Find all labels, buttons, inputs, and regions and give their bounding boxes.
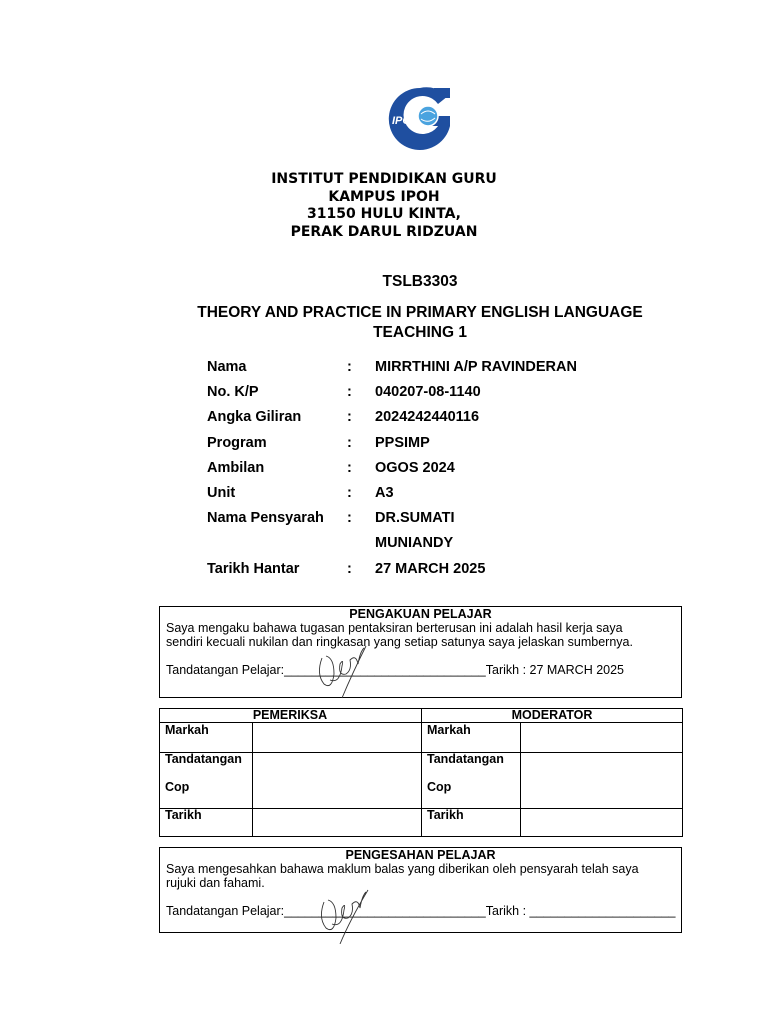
pemeriksa-tandatangan-label: Tandatangan [165, 752, 242, 766]
info-colon: : [347, 484, 352, 501]
info-row-angka-giliran [207, 407, 627, 432]
pengakuan-text-line: Saya mengaku bahawa tugasan pentaksiran berterusan ini adalah hasil kerja saya [166, 621, 623, 635]
marking-table [159, 708, 683, 837]
course-title-line: THEORY AND PRACTICE IN PRIMARY ENGLISH LANGUAGE [197, 304, 643, 321]
pengesahan-title: PENGESAHAN PELAJAR [345, 848, 496, 862]
institution-block [0, 171, 768, 241]
moderator-cop-label: Cop [427, 780, 452, 794]
info-colon: : [347, 359, 352, 375]
info-value: 040207-08-1140 [375, 384, 481, 401]
info-row-tarikh-hantar [207, 559, 627, 584]
info-label: Nama Pensyarah [207, 510, 324, 527]
moderator-header: MODERATOR [511, 708, 593, 722]
info-label: Nama [207, 359, 247, 375]
info-row-ambilan [207, 458, 627, 483]
info-colon: : [347, 459, 352, 476]
info-value: DR.SUMATI [375, 510, 455, 527]
info-value: 27 MARCH 2025 [375, 560, 486, 577]
pengesahan-text-line: rujuki dan fahami. [166, 876, 265, 890]
info-label: Program [207, 434, 267, 451]
pengakuan-signature-line: Tandatangan Pelajar:_____________________________Tarikh : 27 MARCH 2025 [166, 663, 625, 677]
institution-line: PERAK DARUL RIDZUAN [290, 223, 478, 240]
pengesahan-box [159, 847, 682, 933]
info-value-continued: MUNIANDY [375, 535, 454, 552]
pengakuan-text-line: sendiri kecuali nukilan dan ringkasan yang setiap satunya saya jelaskan sumbernya. [166, 635, 633, 649]
course-title-line: TEACHING 1 [373, 324, 467, 341]
pemeriksa-tarikh-label: Tarikh [165, 808, 202, 822]
logo-text: IPG [392, 115, 411, 127]
info-label: Angka Giliran [207, 409, 302, 426]
pengakuan-title: PENGAKUAN PELAJAR [349, 607, 492, 621]
course-title [0, 303, 768, 343]
pemeriksa-cop-label: Cop [165, 780, 190, 794]
info-label: Ambilan [207, 459, 265, 476]
info-value: MIRRTHINI A/P RAVINDERAN [375, 359, 577, 375]
info-row-program [207, 433, 627, 458]
info-colon: : [347, 384, 352, 401]
info-label: Unit [207, 484, 236, 501]
info-colon: : [347, 510, 352, 527]
student-signature [312, 644, 372, 700]
info-colon: : [347, 434, 352, 451]
info-value: A3 [375, 484, 394, 501]
info-value: OGOS 2024 [375, 459, 455, 476]
moderator-markah-label: Markah [427, 723, 471, 737]
pengesahan-signature-line: Tandatangan Pelajar:_____________________________Tarikh : _____________________ [166, 904, 676, 918]
institution-line: INSTITUT PENDIDIKAN GURU [271, 171, 497, 187]
info-row-nokp [207, 382, 627, 407]
info-colon: : [347, 560, 352, 577]
info-row-unit [207, 483, 627, 508]
pemeriksa-markah-label: Markah [165, 723, 209, 737]
info-colon: : [347, 409, 352, 426]
pengakuan-box [159, 606, 682, 698]
student-signature [314, 888, 374, 944]
pengesahan-text-line: Saya mengesahkan bahawa maklum balas yang diberikan oleh pensyarah telah saya [166, 862, 639, 876]
info-label: Tarikh Hantar [207, 560, 300, 577]
info-label: No. K/P [207, 384, 259, 401]
pemeriksa-header: PEMERIKSA [252, 708, 328, 722]
institution-line: 31150 HULU KINTA, [307, 206, 461, 222]
moderator-tarikh-label: Tarikh [427, 808, 464, 822]
info-row-nama [207, 357, 627, 382]
student-info [207, 357, 627, 584]
info-value: PPSIMP [375, 434, 430, 451]
info-row-nama-pensyarah [207, 508, 627, 558]
info-value: 2024242440116 [375, 409, 480, 426]
ipg-logo [388, 86, 452, 152]
institution-line: KAMPUS IPOH [328, 188, 440, 205]
course-code: TSLB3303 [382, 273, 458, 290]
moderator-tandatangan-label: Tandatangan [427, 752, 504, 766]
